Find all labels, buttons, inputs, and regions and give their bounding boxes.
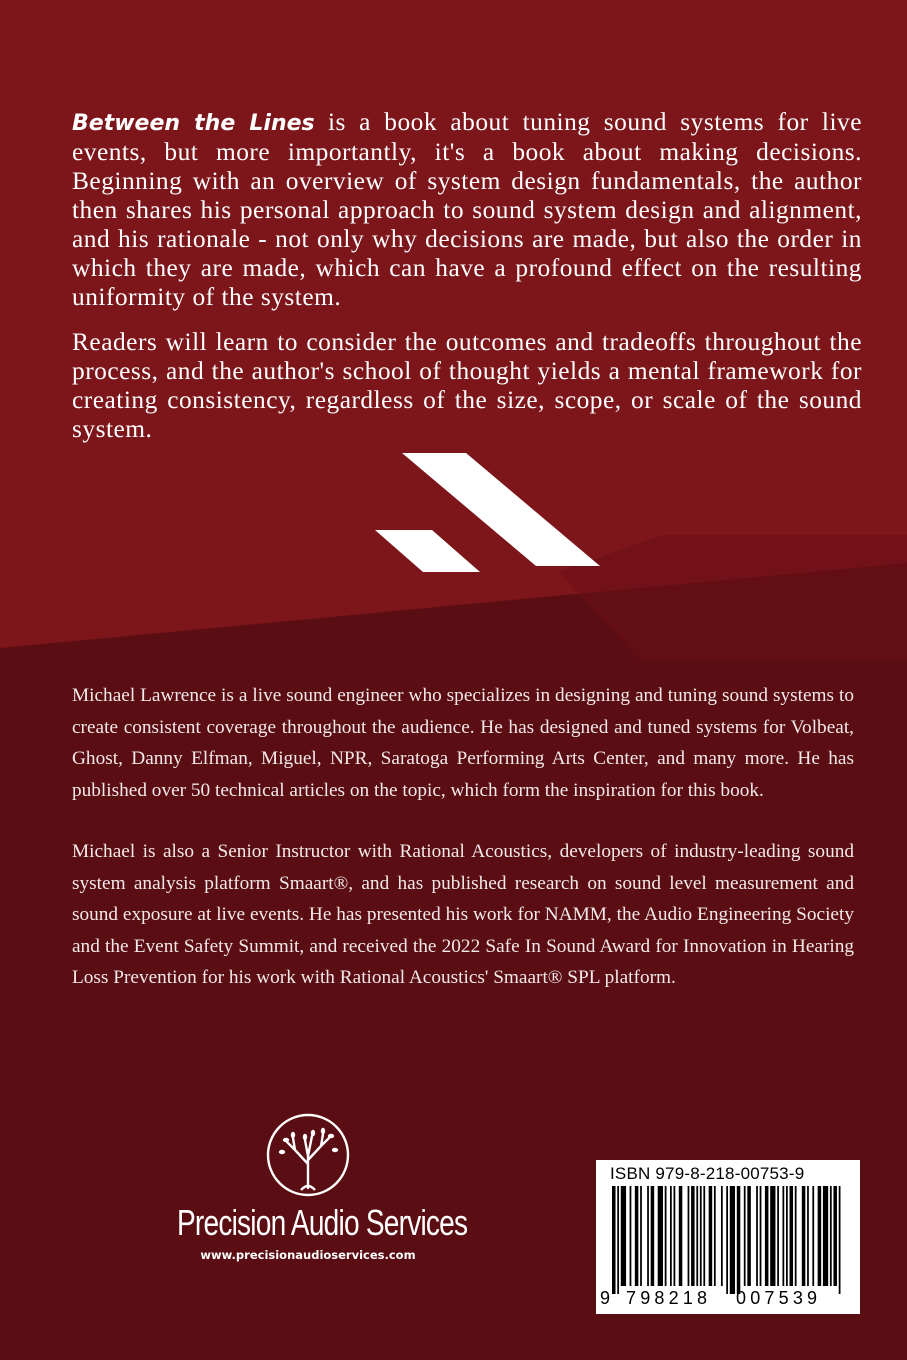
barcode-bar bbox=[786, 1186, 788, 1286]
barcode-bar bbox=[670, 1186, 672, 1286]
barcode-bar bbox=[621, 1186, 626, 1286]
barcode-bar bbox=[790, 1186, 794, 1286]
barcode-bar bbox=[617, 1186, 619, 1294]
barcode-bar bbox=[630, 1186, 632, 1286]
barcode-bar bbox=[812, 1186, 814, 1286]
barcode-bar bbox=[747, 1186, 751, 1286]
book-blurb bbox=[72, 108, 862, 460]
barcode-bar bbox=[839, 1186, 841, 1294]
barcode-digits-right: 007539 bbox=[736, 1288, 822, 1308]
barcode-bar bbox=[688, 1186, 690, 1286]
book-title: Between the Lines bbox=[72, 111, 315, 136]
barcode-bar bbox=[802, 1186, 806, 1286]
barcode-bar bbox=[765, 1186, 769, 1286]
barcode-bar bbox=[726, 1186, 728, 1294]
barcode-bar bbox=[709, 1186, 713, 1286]
barcode-bar bbox=[665, 1186, 667, 1286]
barcode-digit-first: 9 bbox=[600, 1288, 611, 1308]
barcode-bar bbox=[730, 1186, 735, 1294]
barcode-bar bbox=[721, 1186, 723, 1286]
publisher-name: Precision Audio Services bbox=[176, 1202, 468, 1243]
barcode-bar bbox=[833, 1186, 837, 1286]
blurb-paragraph-1-text: is a book about tuning sound systems for live events, but more importantly, it's a book about making decisions. Beginning with an overview of system design fundamentals, the author then shares his personal approach to sound system design and alignment, and his rationale - not only why decisions are made, but also the order in which they are made, which can have a profound effect on the resulting uniformity of the system. bbox=[72, 108, 862, 311]
barcode-bar bbox=[647, 1186, 649, 1286]
barcode-bars bbox=[612, 1186, 844, 1294]
barcode-bar bbox=[612, 1186, 616, 1294]
barcode-bar bbox=[760, 1186, 762, 1286]
blurb-paragraph-2: Readers will learn to consider the outcomes and tradeoffs throughout the process, and the author's school of thought yields a mental framework for creating consistency, regardless of the size, scope, or scale of the sound system. bbox=[72, 328, 862, 443]
barcode-bar bbox=[777, 1186, 779, 1286]
barcode-bar bbox=[737, 1186, 741, 1294]
barcode-bar bbox=[818, 1186, 822, 1286]
barcode-bar bbox=[635, 1186, 639, 1286]
publisher-url: www.precisionaudioservices.com bbox=[200, 1248, 416, 1262]
author-bio bbox=[72, 680, 854, 1024]
tree-in-circle-icon bbox=[265, 1112, 351, 1198]
barcode-bar bbox=[679, 1186, 683, 1286]
barcode-bar bbox=[807, 1186, 809, 1286]
barcode-bar bbox=[756, 1186, 758, 1286]
bio-paragraph-2: Michael is also a Senior Instructor with Rational Acoustics, developers of industry-leading sound system analysis platform Smaart®, and has published research on sound level measurement and sound exposure at live events. He has presented his work for NAMM, the Audio Engineering Society and the Event Safety Summit, and received the 2022 Safe In Sound Award for Innovation in Hearing Loss Prevention for his work with Rational Acoustics' Smaart® SPL platform. bbox=[72, 841, 854, 988]
barcode-bar bbox=[770, 1186, 775, 1286]
barcode-bar bbox=[714, 1186, 716, 1286]
barcode-bar bbox=[658, 1186, 663, 1286]
barcode-bar bbox=[703, 1186, 705, 1286]
barcode-bar bbox=[823, 1186, 828, 1286]
barcode-bar bbox=[651, 1186, 655, 1286]
barcode-bar bbox=[700, 1186, 702, 1286]
blurb-paragraph-1 bbox=[72, 108, 862, 312]
barcode-bar bbox=[795, 1186, 797, 1286]
barcode-bar bbox=[782, 1186, 784, 1286]
barcode-bar bbox=[640, 1186, 642, 1286]
barcode-bar bbox=[696, 1186, 698, 1286]
isbn-barcode bbox=[596, 1160, 860, 1314]
publisher-logo bbox=[140, 1112, 476, 1292]
barcode-bar bbox=[691, 1186, 695, 1286]
isbn-label: ISBN 979-8-218-00753-9 bbox=[610, 1164, 805, 1183]
barcode-bar bbox=[674, 1186, 676, 1286]
barcode-bar bbox=[744, 1186, 746, 1286]
bio-paragraph-1: Michael Lawrence is a live sound engineer who specializes in designing and tuning sound systems to create consistent coverage throughout the audience. He has designed and tuned systems for Volbeat, Ghost, Danny Elfman, Miguel, NPR, Saratoga Performing Arts Center, and many more. He has published over 50 technical articles on the topic, which form the inspiration for this book. bbox=[72, 685, 854, 801]
barcode-digits-left: 798218 bbox=[626, 1288, 712, 1308]
barcode-bar bbox=[830, 1186, 832, 1286]
